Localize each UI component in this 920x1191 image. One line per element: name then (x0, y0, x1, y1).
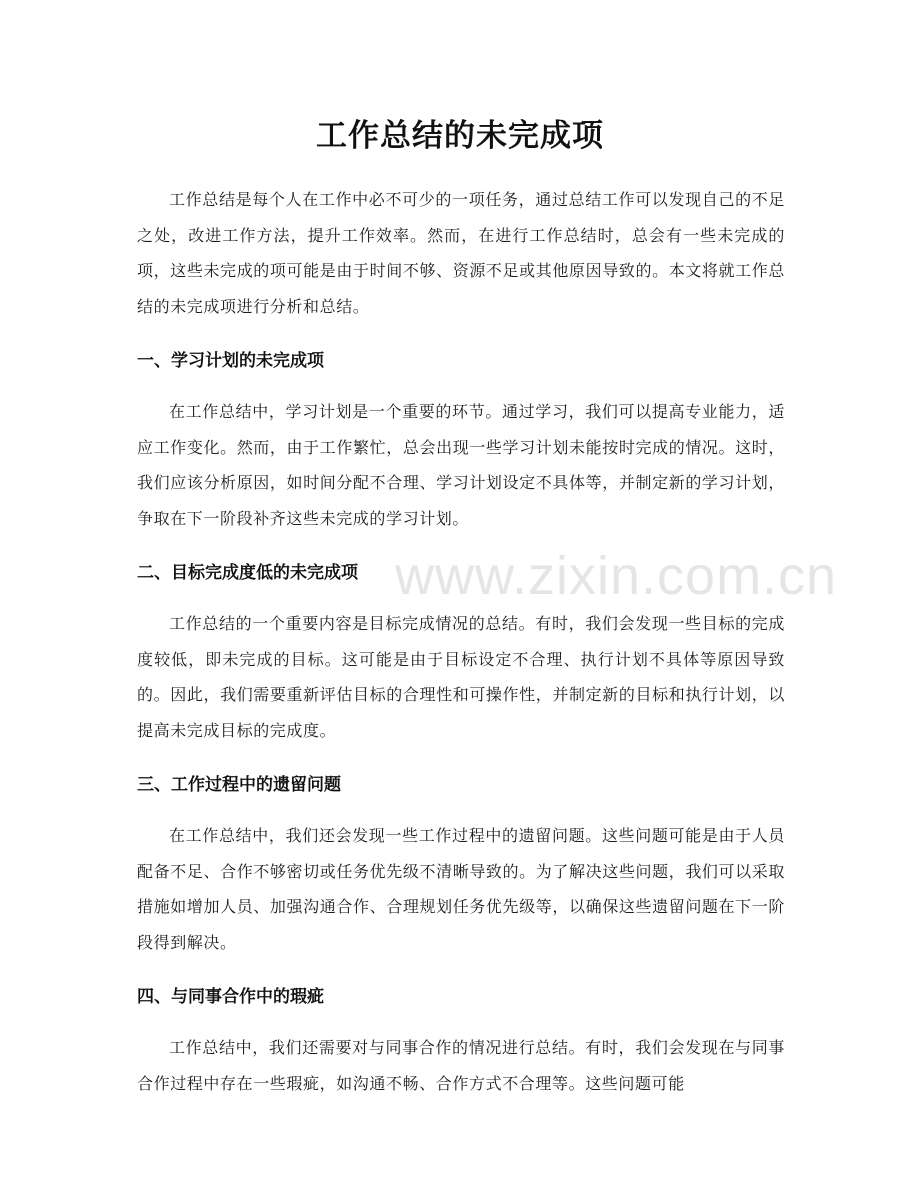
section-paragraph-2: 工作总结的一个重要内容是目标完成情况的总结。有时，我们会发现一些目标的完成度较低，即未完成的目标。这可能是由于目标设定不合理、执行计划不具体等原因导致的。因此，我们需要重新评估目标的合理性和可操作性，并制定新的目标和执行计划，以提高未完成目标的完成度。 (137, 614, 785, 740)
section-paragraph-4: 工作总结中，我们还需要对与同事合作的情况进行总结。有时，我们会发现在与同事合作过程中存在一些瑕疵，如沟通不畅、合作方式不合理等。这些问题可能 (137, 1038, 785, 1093)
intro-paragraph: 工作总结是每个人在工作中必不可少的一项任务，通过总结工作可以发现自己的不足之处，改进工作方法，提升工作效率。然而，在进行工作总结时，总会有一些未完成的项，这些未完成的项可能是由于时间不够、资源不足或其他原因导致的。本文将就工作总结的未完成项进行分析和总结。 (137, 190, 785, 316)
section-paragraph-3: 在工作总结中，我们还会发现一些工作过程中的遗留问题。这些问题可能是由于人员配备不足、合作不够密切或任务优先级不清晰导致的。为了解决这些问题，我们可以采取措施如增加人员、加强沟通合作、合理规划任务优先级等，以确保这些遗留问题在下一阶段得到解决。 (137, 826, 785, 952)
document-body (137, 182, 785, 1101)
watermark: www.zixin.com.cn (395, 546, 838, 606)
section-heading-1: 一、学习计划的未完成项 (137, 351, 324, 371)
document-title: 工作总结的未完成项 (316, 118, 604, 154)
section-paragraph-1: 在工作总结中，学习计划是一个重要的环节。通过学习，我们可以提高专业能力，适应工作变化。然而，由于工作繁忙，总会出现一些学习计划未能按时完成的情况。这时，我们应该分析原因，如时间分配不合理、学习计划设定不具体等，并制定新的学习计划，争取在下一阶段补齐这些未完成的学习计划。 (137, 402, 785, 528)
section-heading-3: 三、工作过程中的遗留问题 (137, 775, 341, 795)
section-heading-4: 四、与同事合作中的瑕疵 (137, 987, 324, 1007)
section-heading-2: 二、目标完成度低的未完成项 (137, 563, 358, 583)
